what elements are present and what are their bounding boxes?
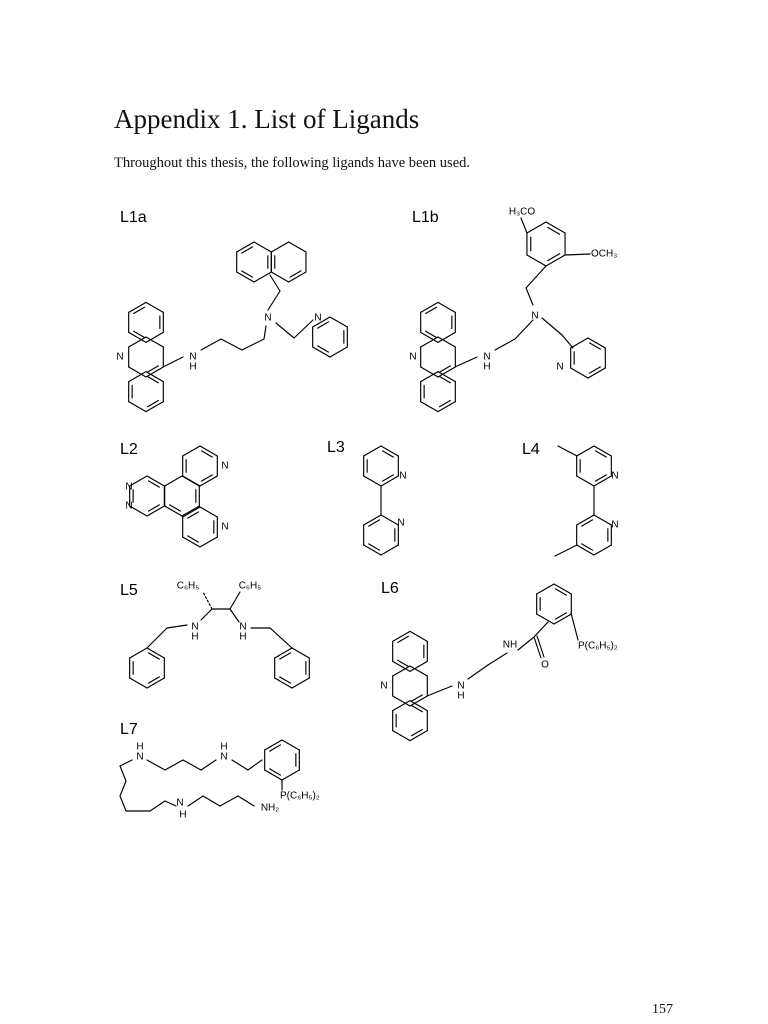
bond	[527, 222, 546, 233]
bond	[232, 760, 248, 770]
atom-label: N	[176, 797, 184, 809]
atom-label: N	[136, 751, 144, 763]
structure-l6	[380, 584, 617, 741]
bond	[294, 320, 313, 338]
atom-label: H	[457, 690, 465, 702]
atom-label: N	[221, 521, 229, 533]
bond	[270, 628, 292, 648]
bond	[495, 339, 515, 350]
ligand-label-l7: L7	[120, 721, 138, 738]
bond	[165, 801, 176, 806]
bond	[188, 796, 203, 806]
ligand-label-l6: L6	[381, 580, 399, 597]
bond	[129, 372, 146, 382]
bond	[120, 766, 126, 781]
intro-text: Throughout this thesis, the following ligands have been used.	[114, 155, 471, 171]
atom-label: C₆H₅	[238, 580, 262, 592]
atom-label: N	[457, 680, 465, 692]
atom-label: N	[399, 470, 407, 482]
atom-label: N	[125, 500, 133, 512]
bond	[248, 760, 262, 770]
bond	[410, 661, 427, 671]
bond	[292, 648, 309, 658]
bond	[182, 506, 199, 516]
bond	[558, 446, 577, 456]
atom-label: H	[189, 361, 197, 373]
bond	[200, 537, 217, 547]
atom-label: N	[220, 751, 228, 763]
atom-label: N	[116, 351, 124, 363]
bond	[537, 614, 554, 624]
bond	[438, 337, 455, 347]
bond	[238, 796, 254, 806]
bond	[381, 515, 398, 525]
ligand-label-l1b: L1b	[412, 209, 439, 226]
atom-label: P(C₆H₅)₂	[280, 790, 320, 802]
bond	[393, 731, 410, 741]
ligand-label-l1a: L1a	[120, 209, 147, 226]
atom-label: C₆H₅	[176, 580, 200, 592]
bond	[330, 347, 347, 357]
ligand-label-l4: L4	[522, 441, 540, 458]
atom-label: N	[189, 351, 197, 363]
bond	[183, 476, 200, 486]
atom-label: H	[220, 741, 228, 753]
bond	[594, 545, 611, 555]
bond	[254, 242, 271, 252]
bond	[521, 218, 527, 233]
bond	[364, 446, 381, 456]
atom-label: N	[380, 680, 388, 692]
bond	[577, 476, 594, 486]
bond	[534, 622, 548, 637]
bond	[129, 367, 146, 377]
bond	[147, 628, 167, 648]
atom-label: H	[483, 361, 491, 373]
structure-l3	[364, 446, 407, 555]
atom-label: N	[556, 361, 564, 373]
bond	[594, 515, 611, 525]
atom-label: N	[239, 621, 247, 633]
bond	[410, 631, 427, 641]
bond	[526, 266, 546, 288]
bond	[438, 302, 455, 312]
bond	[120, 760, 132, 766]
structure-l2	[125, 446, 228, 547]
structure-l7	[120, 740, 320, 821]
bond	[410, 666, 427, 676]
bond	[129, 402, 146, 412]
atom-label: H	[191, 631, 199, 643]
atom-label: N	[483, 351, 491, 363]
bond	[571, 613, 578, 640]
structure-l5	[130, 581, 310, 689]
bond	[488, 653, 507, 665]
bond	[147, 760, 165, 770]
atom-label: N	[611, 519, 619, 531]
atom-label: H₃CO	[508, 206, 536, 218]
bond	[537, 584, 554, 594]
bond	[421, 367, 438, 377]
bond	[393, 696, 410, 706]
atom-label: N	[397, 517, 405, 529]
bond	[183, 446, 200, 456]
bond	[264, 326, 266, 339]
bond	[282, 740, 299, 750]
atom-label: N	[191, 621, 199, 633]
bond	[146, 332, 163, 342]
bond	[518, 637, 534, 650]
bond	[292, 678, 309, 688]
bond	[421, 372, 438, 382]
bond	[527, 255, 546, 266]
atom-label: P(C₆H₅)₂	[578, 640, 618, 652]
atom-label: NH₂	[260, 802, 280, 814]
bond	[271, 242, 288, 252]
atom-label: N	[264, 312, 272, 324]
bond	[421, 402, 438, 412]
atom-label: NH	[502, 639, 518, 651]
bond	[201, 609, 212, 620]
bond	[562, 335, 573, 348]
bond	[542, 318, 562, 335]
bond	[268, 291, 280, 310]
page-number: 157	[652, 1002, 673, 1017]
bond	[242, 339, 264, 350]
bond	[393, 666, 410, 676]
bond	[330, 317, 347, 327]
bond	[230, 592, 240, 609]
bond	[146, 337, 163, 347]
atom-label: H	[239, 631, 247, 643]
bond	[200, 507, 217, 517]
bond	[201, 760, 216, 770]
bond	[515, 320, 533, 339]
atom-label: N	[611, 470, 619, 482]
bond	[577, 446, 594, 456]
bond	[120, 781, 126, 796]
bond	[571, 368, 588, 378]
bond	[130, 648, 147, 658]
bond	[146, 302, 163, 312]
bond	[393, 701, 410, 711]
atom-label: H	[179, 809, 187, 821]
bond	[270, 275, 280, 291]
bond	[221, 339, 242, 350]
bond	[130, 678, 147, 688]
bond	[276, 323, 294, 338]
structure-l4	[555, 446, 619, 556]
bond	[165, 760, 183, 770]
bond	[571, 338, 588, 348]
atom-label: O	[541, 659, 549, 671]
bond	[282, 770, 299, 780]
ligand-label-l3: L3	[327, 439, 345, 456]
ligand-label-l5: L5	[120, 582, 138, 599]
atom-label: N	[409, 351, 417, 363]
bond	[203, 592, 212, 609]
bond	[438, 332, 455, 342]
bond	[565, 254, 590, 255]
atom-label: N	[125, 481, 133, 493]
bond	[381, 545, 398, 555]
bond	[555, 545, 577, 556]
atom-label: N	[531, 310, 539, 322]
atom-label: N	[314, 312, 322, 324]
bond	[364, 476, 381, 486]
atom-label: OCH₃	[591, 248, 618, 260]
bond	[537, 636, 544, 657]
bond	[534, 637, 541, 658]
bond	[289, 242, 306, 252]
bond	[468, 665, 488, 679]
bond	[183, 760, 201, 770]
atom-label: N	[221, 460, 229, 472]
ligand-label-l2: L2	[120, 441, 138, 458]
bond	[421, 337, 438, 347]
bond	[163, 357, 183, 367]
bond	[201, 339, 221, 350]
bond	[455, 357, 477, 367]
bond	[526, 288, 533, 305]
bond	[220, 796, 238, 806]
bond	[230, 609, 239, 622]
bond	[167, 625, 187, 628]
bond	[254, 272, 271, 282]
bond	[203, 796, 220, 806]
structure-l1a	[116, 242, 347, 412]
atom-label: H	[136, 741, 144, 753]
bond	[165, 476, 182, 486]
bond	[120, 796, 126, 811]
bond	[150, 801, 165, 811]
bond	[129, 337, 146, 347]
structure-l1b	[409, 207, 617, 412]
page-title: Appendix 1. List of Ligands	[114, 104, 420, 134]
bond	[427, 686, 452, 696]
